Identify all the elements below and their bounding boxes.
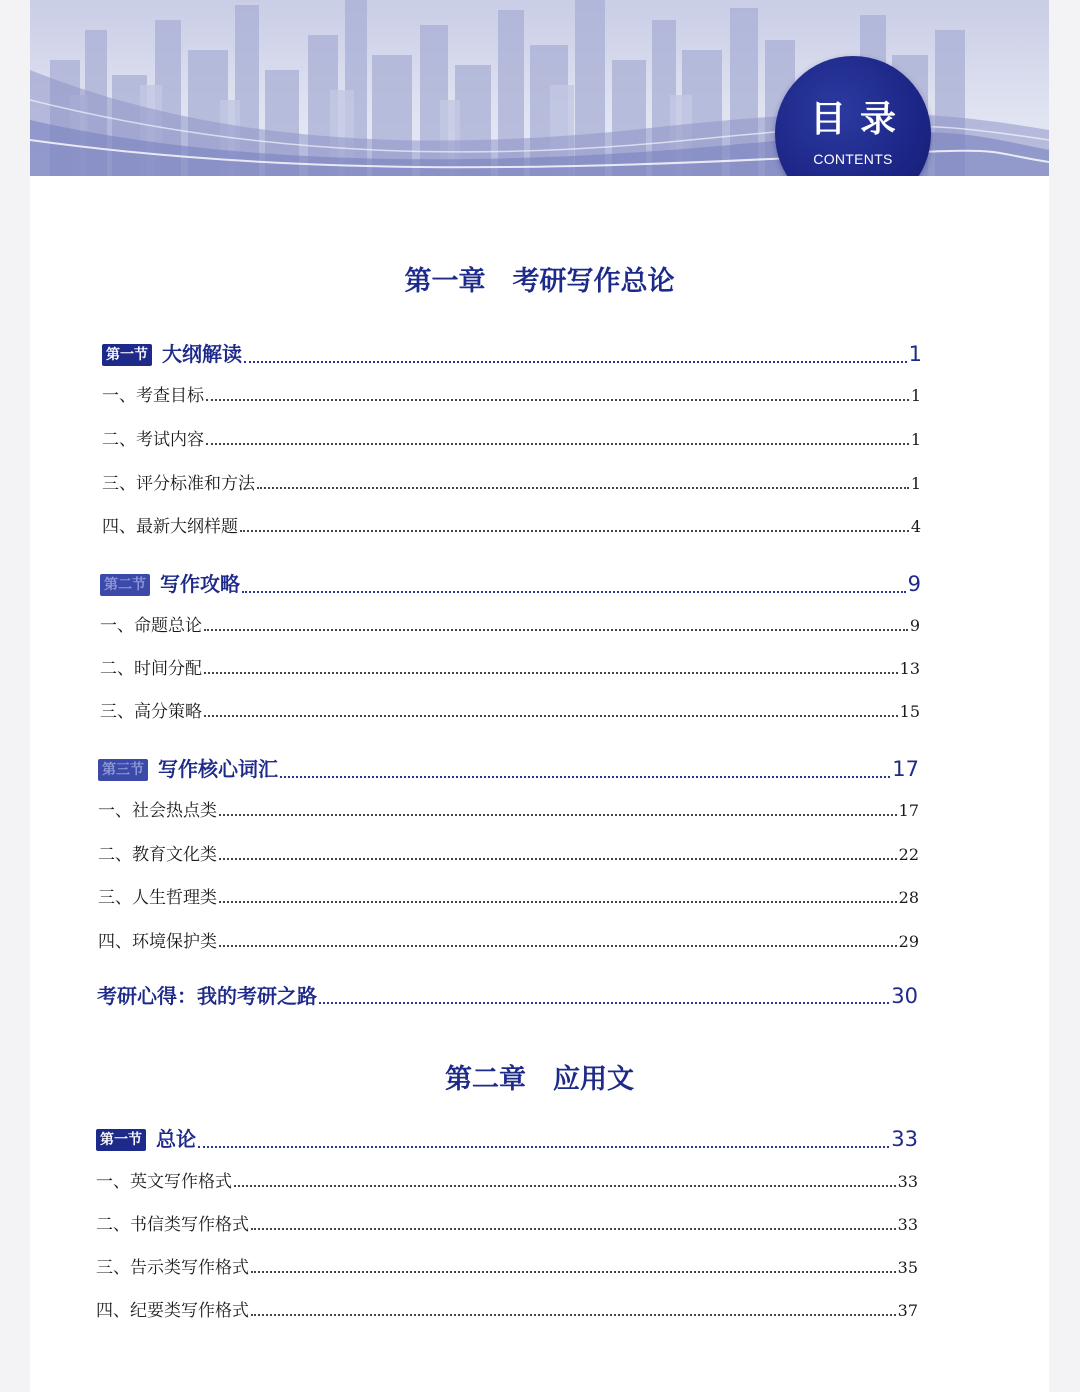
- badge-subtitle: CONTENTS: [813, 151, 893, 167]
- section-tag: 第一节: [96, 1129, 146, 1151]
- page-number: 13: [899, 659, 920, 678]
- chapter-title: 第一章 考研写作总论: [404, 266, 675, 297]
- page-number: 33: [891, 1127, 918, 1151]
- item-label: 一、命题总论: [100, 616, 202, 636]
- item-label: 一、考查目标: [102, 386, 204, 406]
- page-number: 17: [892, 757, 919, 781]
- dot-leader: [198, 1146, 889, 1148]
- book-page: [30, 0, 1049, 1392]
- page-number: 15: [899, 702, 920, 721]
- dot-leader: [251, 1314, 896, 1316]
- dot-leader: [244, 361, 907, 363]
- section-title: 写作核心词汇: [158, 757, 278, 781]
- toc-section[interactable]: [98, 753, 919, 783]
- item-label: 四、环境保护类: [98, 932, 217, 952]
- dot-leader: [206, 399, 909, 401]
- section-tag: 第一节: [102, 344, 152, 366]
- page-number: 28: [898, 888, 919, 907]
- section-tag: 第二节: [100, 574, 150, 596]
- toc-item[interactable]: [98, 796, 919, 821]
- page-number: 22: [898, 845, 919, 864]
- chapter-title: 第二章 应用文: [445, 1064, 634, 1095]
- header-banner: [30, 0, 1049, 176]
- page-number: 17: [898, 801, 919, 820]
- page-number: 30: [891, 984, 918, 1008]
- dot-leader: [242, 591, 906, 593]
- toc-section[interactable]: [96, 1123, 918, 1153]
- dot-leader: [219, 814, 897, 816]
- toc-extra[interactable]: [97, 980, 918, 1009]
- section-title: 大纲解读: [162, 342, 242, 366]
- dot-leader: [234, 1185, 896, 1187]
- page-number: 35: [897, 1258, 918, 1277]
- dot-leader: [219, 858, 897, 860]
- item-label: 三、人生哲理类: [98, 888, 217, 908]
- page-number: 9: [909, 616, 920, 635]
- dot-leader: [204, 672, 898, 674]
- page-number: 33: [897, 1215, 918, 1234]
- extra-title: 考研心得：我的考研之路: [97, 984, 317, 1008]
- badge-title: 目录: [809, 99, 910, 140]
- toc-item[interactable]: [102, 512, 921, 537]
- item-label: 三、高分策略: [100, 702, 202, 722]
- section-title: 写作攻略: [160, 572, 240, 596]
- page-number: 33: [897, 1172, 918, 1191]
- dot-leader: [204, 629, 908, 631]
- page-number: 1: [910, 430, 921, 449]
- toc-item[interactable]: [96, 1167, 918, 1192]
- toc-item[interactable]: [96, 1253, 918, 1278]
- item-label: 三、告示类写作格式: [96, 1258, 249, 1278]
- dot-leader: [219, 901, 897, 903]
- toc-item[interactable]: [102, 425, 921, 450]
- page-number: 4: [910, 517, 921, 536]
- toc-item[interactable]: [96, 1210, 918, 1235]
- item-label: 四、最新大纲样题: [102, 517, 238, 537]
- page-number: 1: [910, 386, 921, 405]
- item-label: 二、考试内容: [102, 430, 204, 450]
- dot-leader: [257, 487, 909, 489]
- dot-leader: [319, 1002, 889, 1004]
- item-label: 二、时间分配: [100, 659, 202, 679]
- page-number: 1: [910, 474, 921, 493]
- section-title: 总论: [156, 1127, 196, 1151]
- item-label: 一、英文写作格式: [96, 1172, 232, 1192]
- page-number: 9: [907, 572, 921, 596]
- item-label: 三、评分标准和方法: [102, 474, 255, 494]
- dot-leader: [206, 443, 909, 445]
- toc-section[interactable]: [100, 568, 921, 598]
- page-number: 37: [897, 1301, 918, 1320]
- dot-leader: [240, 530, 909, 532]
- page-number: 1: [908, 342, 922, 366]
- toc-item[interactable]: [100, 697, 920, 722]
- toc-item[interactable]: [98, 883, 919, 908]
- toc-item[interactable]: [96, 1296, 918, 1321]
- toc-item[interactable]: [100, 611, 920, 636]
- page-number: 29: [898, 932, 919, 951]
- dot-leader: [204, 715, 898, 717]
- dot-leader: [280, 776, 890, 778]
- toc-section[interactable]: [102, 338, 922, 368]
- item-label: 二、书信类写作格式: [96, 1215, 249, 1235]
- toc-item[interactable]: [102, 381, 921, 406]
- item-label: 四、纪要类写作格式: [96, 1301, 249, 1321]
- section-tag: 第三节: [98, 759, 148, 781]
- toc-item[interactable]: [98, 840, 919, 865]
- dot-leader: [251, 1271, 896, 1273]
- toc-item[interactable]: [102, 469, 921, 494]
- toc-item[interactable]: [100, 654, 920, 679]
- item-label: 一、社会热点类: [98, 801, 217, 821]
- dot-leader: [251, 1228, 896, 1230]
- dot-leader: [219, 945, 897, 947]
- item-label: 二、教育文化类: [98, 845, 217, 865]
- toc-item[interactable]: [98, 927, 919, 952]
